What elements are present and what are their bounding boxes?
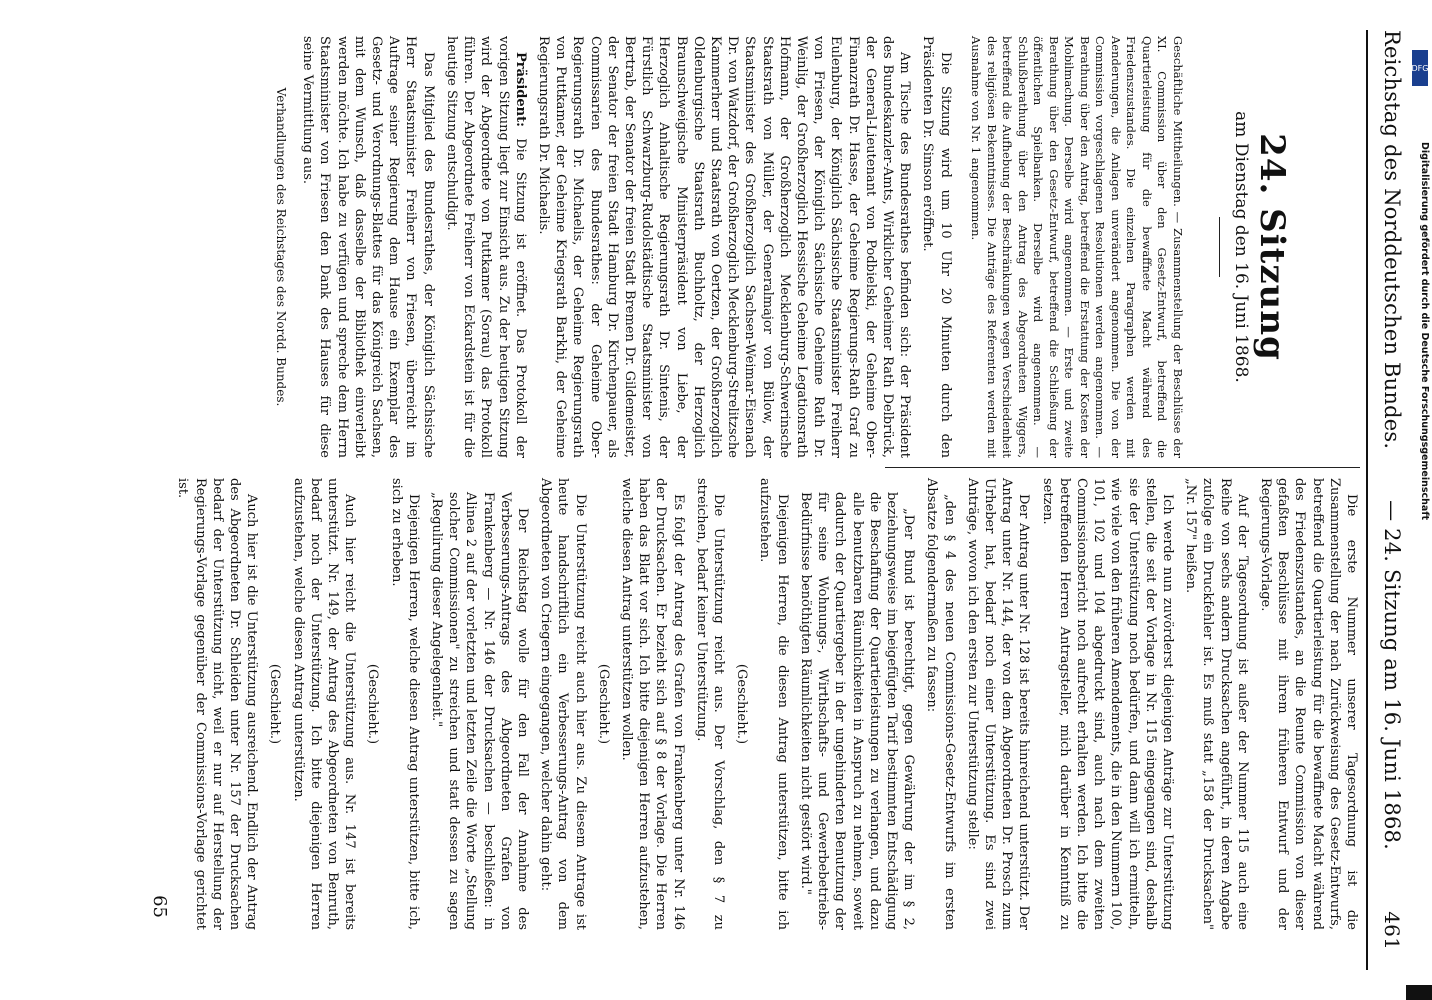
sheet-signature: 65 [149, 895, 171, 918]
paragraph: Am Tische des Bundesrathes befinden sich: der Präsident des Bundeskanzler-Amts, Wirklicher Geheimer Rath Delbrück, der General-Lieutenant von Podbielski, der Geheime Ober-Finanzrath Dr. Hasse, der Geheime Regierungs-Rath Graf zu Eulenburg, der Königlich Sächsische Staatsminister Freiherr von Friesen, der Königlich Sächsische Geheime Rath Dr. Weinlig, der Großherzoglich Hessische Geheime Legationsrath Hofmann, der Großherzoglich Mecklenburg-Schwerinsche Staatsrath von Müller, der Generalmajor von Bülow, der Staatsminister des Großherzoglich Sachsen-Weimar-Eisenach Dr. von Watzdorf, der Großherzoglich Mecklenburg-Strelitzsche Kammerherr und Staatsrath von Oertzen, der Großherzoglich Oldenburgische Staatsrath Buchholtz, der Herzoglich Braunschweigische Ministerpräsident von Liebe, der Herzoglich Anhaltische Regierungsrath Dr. Sintenis, der Fürstlich Schwarzburg-Rudolstädtische Staatsminister von Bertrab, der Senator der freien Stadt Bremen Dr. Gildemeister, der Senator der freien Stadt Hamburg Dr. Kirchenpauer, als Commissarien des Bundesrathes: der Geheime Ober-Regierungsrath Dr. Michaelis, der Geheime Regierungsrath von Puttkamer, der Geheime Kriegsrath Barkhi, der Geheime Regierungsrath Dr. Michaelis. [535, 36, 913, 458]
header-rule [1366, 30, 1368, 970]
paragraph: Das Mitglied des Bundesrathes, der Königlich Sächsische Herr Staatsminister Freiherr von Friesen, überreicht im Auftrage seiner Regierung dem Hause ein Exemplar des Gesetz- und Verordnungs-Blattes für das Königreich Sachsen, mit dem Wunsch, daß dasselbe der Bibliothek einverleibt werden möchte. Ich habe zu verfügen und spreche dem Herrn Staatsminister von Friesen den Dank des Hauses für diese seine Vermittlung aus. [300, 36, 436, 458]
speaker-label: Präsident: [512, 52, 528, 127]
paragraph: Die Unterstützung reicht aus. Der Vorschlag, den § 7 zu streichen, bedarf keiner Unterstützung. [693, 478, 727, 930]
header-left: Reichstag des Norddeutschen Bundes. [1380, 30, 1404, 450]
funding-note: Digitalisierung gefördert durch die Deutsche Forschungsgemeinschaft [1419, 142, 1430, 520]
column-separator [885, 467, 1360, 468]
stage-note: (Geschieht.) [734, 663, 750, 745]
stage-note: (Geschieht.) [595, 663, 611, 745]
paragraph: Diejenigen Herren, welche diesen Antrag unterstützen, bitte ich, sich zu erheben. [388, 478, 421, 930]
paragraph [443, 36, 529, 458]
paragraph: Die Sitzung wird um 10 Uhr 20 Minuten durch den Präsidenten Dr. Simson eröffnet. [920, 36, 953, 458]
right-column [30, 478, 1360, 930]
paragraph: Der Antrag unter Nr. 128 ist bereits hinreichend unterstützt. Der Antrag unter Nr. 144, der von dem Abgeordneten Dr. Prosch zum Urheber hat, bedarf noch einer Unterstützung. Es sind zwei Anträge, wovon ich den ersten zur Unterstützung stelle: [964, 478, 1032, 930]
agenda-summary: Geschäftliche Mittheilungen. — Zusammenstellung der Beschlüsse der XI. Commission über den Gesetz-Entwurf, betreffend die Quartierleistung für die bewaffnete Macht während des Friedenszustandes. Die einzelnen Paragraphen werden mit Aenderungen, die Anlagen unverändert angenommen. Die von der Commission vorgeschlagenen Resolutionen werden angenommen. — Berathung über den Antrag, betreffend die Erstattung der Kosten der Mobilmachung. Derselbe wird angenommen. — Erste und zweite Berathung über den Gesetz-Entwurf, betreffend die Schließung der öffentlichen Spielbanken. Derselbe wird angenommen. — Schlußberathung über den Antrag des Abgeordneten Wiggers, betreffend die Aufhebung der Beschränkungen wegen Verschiedenheit des religiösen Bekenntnisses. Die Anträge des Referenten werden mit Ausnahme von Nr. 1 angenommen. [969, 36, 1185, 458]
paragraph: Ich werde nun zuvörderst diejenigen Anträge zur Unterstützung stellen, die seit der Vorlage in Nr. 115 eingegangen sind, deshalb sie der Unterstützung noch bedürfen, und dann will ich ermitteln, wie viele von den früheren Amendements, die in den Nummern 100, 101, 102 und 104 abgedruckt sind, auch nach dem zweiten Commissionsbericht noch aufrecht erhalten werden. Ich bitte die betreffenden Herren Antragsteller, mich darüber in Kenntniß zu setzen. [1039, 478, 1175, 930]
stage-note: (Geschieht.) [267, 663, 283, 745]
quote: Der Reichstag wolle für den Fall der Annahme des Verbesserungs-Antrags des Abgeordneten Grafen von Frankenberg — Nr. 146 der Drucksachen — beschließen: in Alinea 2 auf der vorletzten und letzten Zeile die Worte „Stellung solcher Commissionen" zu streichen und statt dessen zu sagen „Regulirung dieser Angelegenheit." [429, 492, 531, 930]
dfg-logo-icon: DFG [1412, 50, 1428, 86]
session-date: am Dienstag den 16. Juni 1868. [1230, 111, 1251, 383]
stage-note: (Geschieht.) [365, 663, 381, 745]
header-center: — 24. Sitzung am 16. Juni 1868. [1380, 500, 1404, 850]
paragraph: Auf der Tagesordnung ist außer der Nummer 115 auch eine Reihe von sechs andern Drucksachen angeführt, in deren Angabe zufolge ein Druckfehler ist. Es muß statt „158 der Drucksachen" „Nr. 157" heißen. [1183, 478, 1250, 930]
speech-text: Die Sitzung ist eröffnet. Das Protokoll der vorigen Sitzung liegt zur Einsicht aus. Zu der heutigen Sitzung wird der Abgeordnete von Puttkamer (Sorau) das Protokoll führen. Der Abgeordnete Freiherr von Eckardstein ist für die heutige Sitzung entschuldigt. [443, 36, 528, 458]
left-column [30, 36, 1360, 458]
page-number: 461 [1380, 911, 1404, 950]
paragraph: Die Unterstützung reicht auch hier aus. Zu diesem Antrage ist heute handschriftlich ein Verbesserungs-Antrag von dem Abgeordneten von Criegern eingegangen, welcher dahin geht: [538, 478, 588, 930]
scan-edge-mark [1406, 985, 1432, 1000]
paragraph: Die erste Nummer unserer Tagesordnung ist die Zusammenstellung der nach Zurückweisung des Gesetz-Entwurfs, betreffend die Quartierleistung für die bewaffnete Macht während des Friedenszustandes, an die Reunte Commission von dieser gefaßten Beschlüsse mit ihrem früheren Entwurf und der Regierungs-Vorlage. [1257, 478, 1359, 930]
paragraph: Auch hier reicht die Unterstützung aus. Nr. 147 ist bereits unterstützt. Nr. 149, der Antrag des Abgeordneten von Benruth, bedarf noch der Unterstützung. Ich bitte diejenigen Herren aufzustehen, welche diesen Antrag unterstützen. [290, 478, 358, 930]
footline: Verhandlungen des Reichstages des Nordd. Bundes. [274, 87, 289, 407]
title-rule [1219, 217, 1220, 277]
paragraph: Es folgt der Antrag des Grafen von Frankenberg unter Nr. 146 der Drucksachen. Er bezieht sich auf § 8 der Vorlage. Die Herren haben das Blatt vor sich. Ich bitte diejenigen Herren aufzustehen, welche diesen Antrag unterstützen wollen. [619, 478, 686, 930]
quote: „den § 4 des neuen Commissions-Gesetz-Entwurfs im ersten Absatze folgendermaßen zu fassen: [924, 478, 957, 930]
running-head [1374, 30, 1414, 970]
paragraph: Diejenigen Herren, die diesen Antrag unterstützen, bitte ich aufzustehen. [757, 478, 790, 930]
paragraph: Auch hier ist die Unterstützung ausreichend. Endlich der Antrag des Abgeordneten Dr. Schleiden unter Nr. 157 der Drucksachen bedarf der Unterstützung nicht, weil er nur auf Herstellung der Regierungs-Vorlage gegenüber der Commissions-Vorlage gerichtet ist. [175, 478, 260, 930]
quote: „Der Bund ist berechtigt, gegen Gewährung der im § 2, beziehungsweise im beigefügten Tarif bestimmten Entschädigung die Beschaffung der Quartierleistungen zu verlangen, und dazu alle benutzbaren Räumlichkeiten in Anspruch zu nehmen, soweit dadurch der Quartiergeber in der ungehinderten Benutzung der für seine Wohnungs-, Wirthschafts- und Gewerbebetriebs-Bedürfnisse benöthigten Räumlichkeiten nicht gestört wird." [797, 492, 917, 930]
session-title: 24. Sitzung [1252, 133, 1292, 361]
